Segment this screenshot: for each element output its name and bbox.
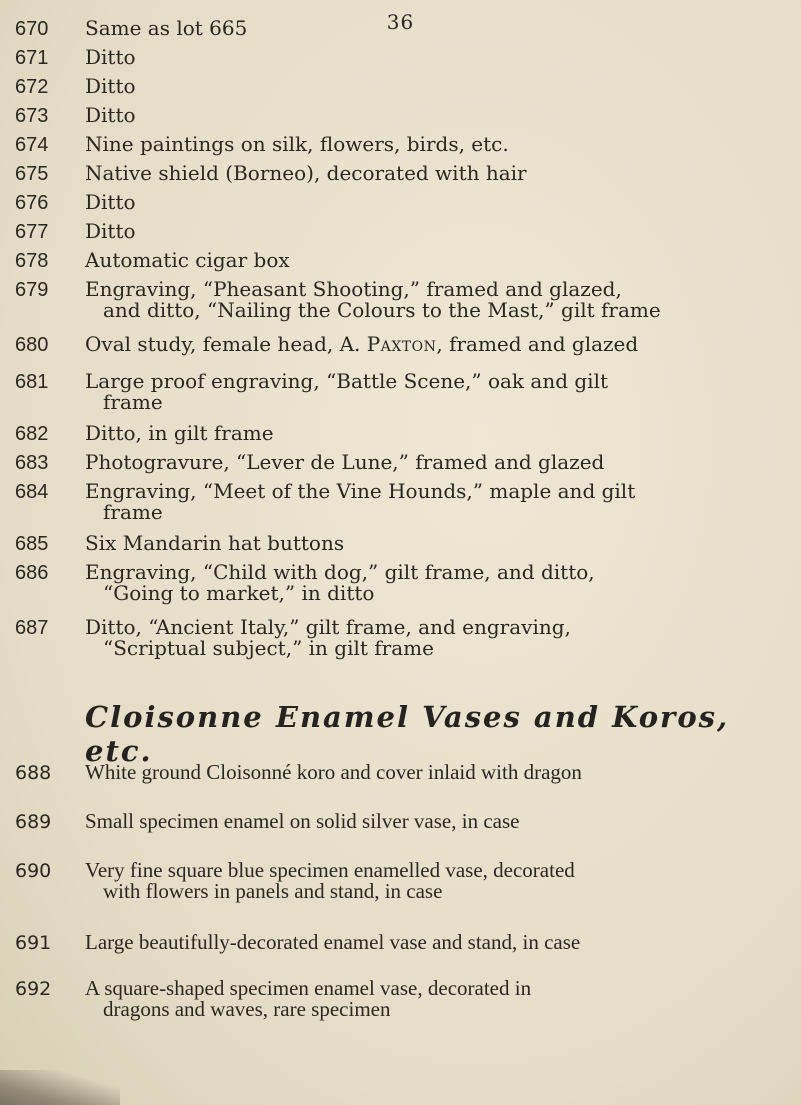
lot-description <box>85 617 785 659</box>
lot-description-line-1: Very fine square blue specimen enamelled vase, decorated <box>85 858 575 882</box>
lot-description <box>85 562 785 604</box>
lot-number: 673 <box>15 105 49 127</box>
lot-description <box>85 860 785 902</box>
lot-number: 678 <box>15 250 49 272</box>
lot-description-line-2: “Scriptual subject,” in gilt frame <box>103 636 434 660</box>
lot-number: 675 <box>15 163 49 185</box>
lot-description-line-2: dragons and waves, rare specimen <box>103 997 391 1021</box>
lot-description <box>85 978 785 1020</box>
lot-description: Photogravure, “Lever de Lune,” framed and glazed <box>85 450 605 474</box>
lot-description: Native shield (Borneo), decorated with hair <box>85 161 527 185</box>
lot-number: 680 <box>15 334 49 356</box>
lot-number: 683 <box>15 452 49 474</box>
lot-description: Automatic cigar box <box>85 248 290 272</box>
lot-number: 676 <box>15 192 49 214</box>
lot-number: 677 <box>15 221 49 243</box>
lot-description: Ditto <box>85 190 136 214</box>
lot-description: Ditto <box>85 103 136 127</box>
section-heading: Cloisonne Enamel Vases and Koros, etc. <box>85 700 730 768</box>
lot-description-line-1: Engraving, “Meet of the Vine Hounds,” maple and gilt <box>85 479 636 503</box>
lot-description-pre: Oval study, female head, A. <box>85 332 367 356</box>
lot-number: 689 <box>15 811 52 833</box>
lot-description-line-1: Large proof engraving, “Battle Scene,” oak and gilt <box>85 369 609 393</box>
lot-number: 679 <box>15 279 49 301</box>
lot-number: 688 <box>15 762 52 784</box>
lot-description: Ditto, in gilt frame <box>85 421 274 445</box>
lot-number: 681 <box>15 371 49 393</box>
lot-description-line-2: “Going to market,” in ditto <box>103 581 375 605</box>
lot-description <box>85 481 785 523</box>
artist-name: Paxton <box>366 332 437 356</box>
lot-description: Ditto <box>85 45 136 69</box>
lot-number: 686 <box>15 562 49 584</box>
lot-number: 682 <box>15 423 49 445</box>
lot-description <box>85 279 785 321</box>
lot-description-line-1: A square-shaped specimen enamel vase, decorated in <box>85 976 532 1000</box>
lot-description: Ditto <box>85 219 136 243</box>
lot-description-post: , framed and glazed <box>436 332 639 356</box>
lot-description-line-1: Engraving, “Pheasant Shooting,” framed and glazed, <box>85 277 622 301</box>
lot-description: Ditto <box>85 74 136 98</box>
lot-number: 691 <box>15 932 52 954</box>
lot-description: Six Mandarin hat buttons <box>85 531 345 555</box>
lot-number: 692 <box>15 978 52 1000</box>
lot-description-line-2: and ditto, “Nailing the Colours to the Mast,” gilt frame <box>103 298 661 322</box>
lot-description: Nine paintings on silk, flowers, birds, etc. <box>85 132 509 156</box>
lot-number: 672 <box>15 76 49 98</box>
lot-number: 674 <box>15 134 49 156</box>
lot-number: 687 <box>15 617 49 639</box>
lot-description-line-1: Ditto, “Ancient Italy,” gilt frame, and engraving, <box>85 615 571 639</box>
lot-description <box>85 334 785 355</box>
lot-number: 684 <box>15 481 49 503</box>
lot-description-line-2: frame <box>103 390 163 414</box>
lot-description: Same as lot 665 <box>85 16 248 40</box>
lot-description-line-1: Engraving, “Child with dog,” gilt frame, and ditto, <box>85 560 595 584</box>
lot-description-line-2: with flowers in panels and stand, in case <box>103 879 443 903</box>
lot-number: 685 <box>15 533 49 555</box>
lot-number: 670 <box>15 18 49 40</box>
page-edge-shadow <box>0 1070 120 1105</box>
lot-number: 690 <box>15 860 52 882</box>
lot-description-line-2: frame <box>103 500 163 524</box>
lot-description: White ground Cloisonné koro and cover inlaid with dragon <box>85 760 582 784</box>
lot-number: 671 <box>15 47 49 69</box>
lot-description <box>85 371 785 413</box>
lot-description: Small specimen enamel on solid silver vase, in case <box>85 809 520 833</box>
page-number: 36 <box>386 10 415 34</box>
lot-description: Large beautifully-decorated enamel vase and stand, in case <box>85 930 581 954</box>
